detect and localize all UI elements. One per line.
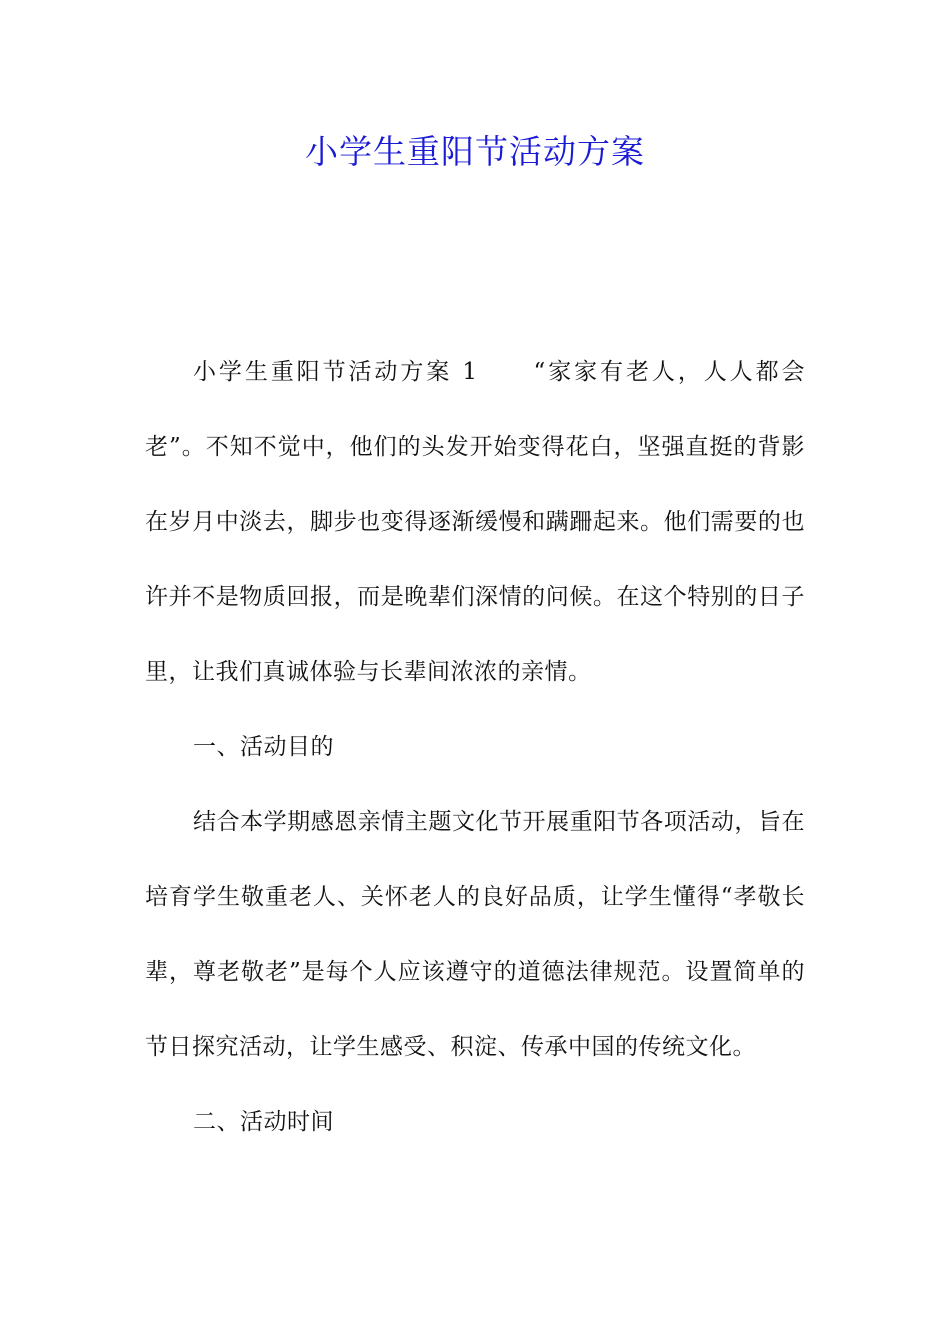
- section-heading-time: 二、活动时间: [193, 1109, 334, 1135]
- section-heading-purpose: 一、活动目的: [193, 734, 334, 760]
- document-body: [145, 335, 805, 1160]
- section-paragraph-purpose: 结合本学期感恩亲情主题文化节开展重阳节各项活动，旨在培育学生敬重老人、关怀老人的良好品质，让学生懂得“孝敬长辈，尊老敬老”是每个人应该遵守的道德法律规范。设置简单的节日探究活动，让学生感受、积淀、传承中国的传统文化。: [145, 809, 805, 1060]
- intro-paragraph: [145, 335, 805, 710]
- document-title: 小学生重阳节活动方案: [305, 132, 645, 171]
- intro-label: 小学生重阳节活动方案 1: [193, 359, 478, 385]
- intro-text: “家家有老人，人人都会老”。不知不觉中，他们的头发开始变得花白，坚强直挺的背影在岁月中淡去，脚步也变得逐渐缓慢和蹒跚起来。他们需要的也许并不是物质回报，而是晚辈们深情的问候。在这个特别的日子里，让我们真诚体验与长辈间浓浓的亲情。: [145, 359, 805, 685]
